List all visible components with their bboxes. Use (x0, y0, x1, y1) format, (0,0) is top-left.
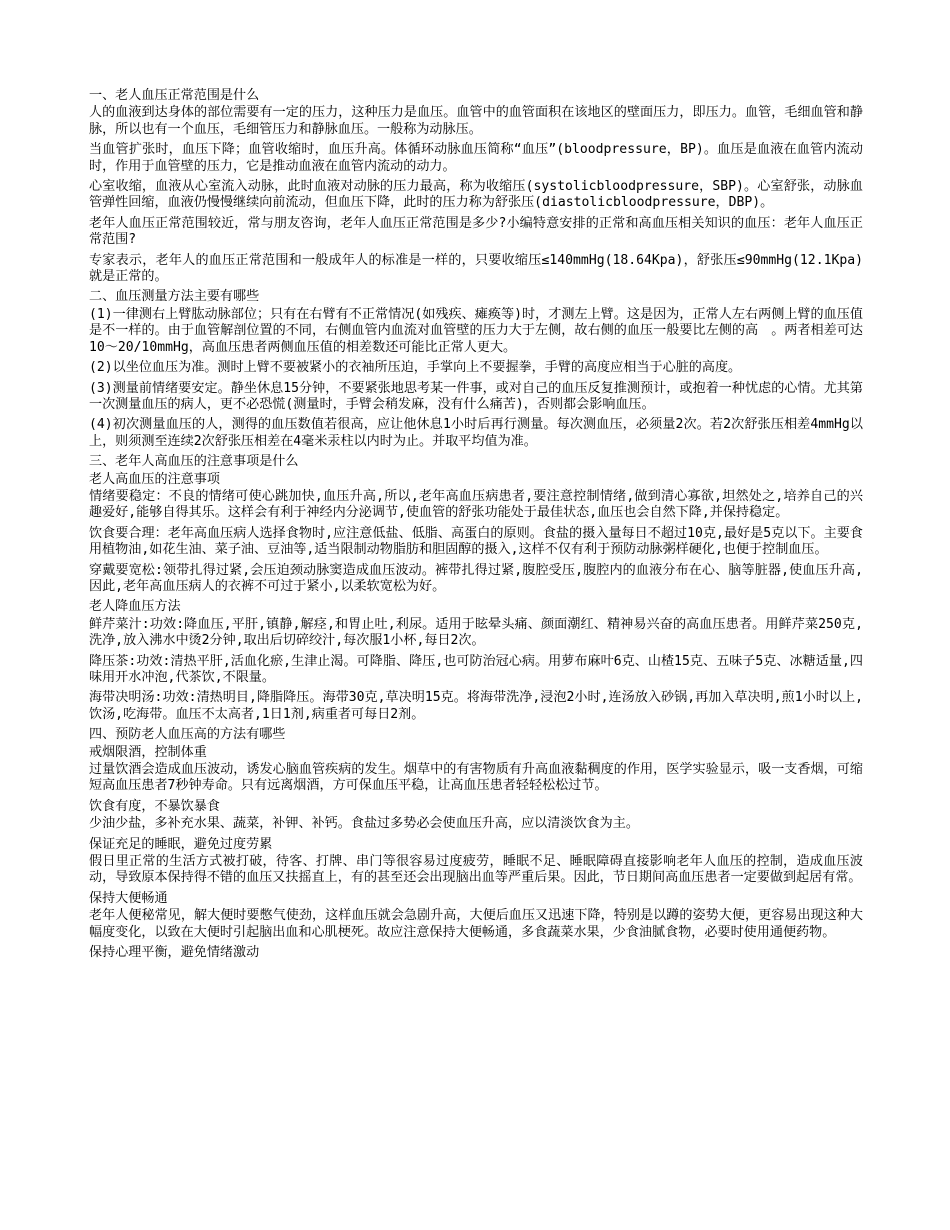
body-paragraph: 饮食要合理：老年高血压病人选择食物时,应注意低盐、低脂、高蛋白的原则。食盐的摄入量每日不超过10克,最好是5克以下。主要食用植物油,如花生油、菜子油、豆油等,适当限制动物脂肪和胆固醇的摄入,这样不仅有利于预防动脉粥样硬化,也便于控制血压。 (89, 525, 863, 558)
subsection-heading: 饮食有度，不暴饮暴食 (89, 798, 220, 814)
body-paragraph: (2)以坐位血压为准。测时上臂不要被紧小的衣袖所压迫，手掌向上不要握拳，手臂的高度应相当于心脏的高度。 (89, 360, 742, 376)
body-paragraph: 专家表示，老年人的血压正常范围和一般成年人的标准是一样的，只要收缩压≤140mmHg(18.64Kpa)，舒张压≤90mmHg(12.1Kpa)就是正常的。 (89, 252, 863, 285)
subsection-heading: 保证充足的睡眠，避免过度劳累 (89, 836, 273, 852)
subsection-heading: 老人高血压的注意事项 (89, 471, 220, 487)
body-paragraph: (4)初次测量血压的人，测得的血压数值若很高，应让他休息1小时后再行测量。每次测血压，必须量2次。若2次舒张压相差4mmHg以上，则须测至连续2次舒张压相差在4毫米汞柱以内时为止。并取平均值为准。 (89, 417, 863, 449)
subsection-heading: 保持心理平衡，避免情绪激动 (89, 945, 260, 961)
document-page (89, 88, 863, 963)
section-heading: 四、预防老人血压高的方法有哪些 (89, 727, 286, 743)
body-paragraph: 海带决明汤:功效:清热明目,降脂降压。海带30克,草决明15克。将海带洗净,浸泡2小时,连汤放入砂锅,再加入草决明,煎1小时以上,饮汤,吃海带。血压不太高者,1日1剂,病重者可每日2剂。 (89, 690, 863, 722)
section-heading: 三、老年人高血压的注意事项是什么 (89, 454, 299, 470)
body-paragraph: (3)测量前情绪要安定。静坐休息15分钟，不要紧张地思考某一件事，或对自己的血压反复推测预计，或抱着一种忧虑的心情。尤其第一次测量血压的病人，更不必恐慌(测量时，手臂会稍发麻，没有什么痛苦)，否则都会影响血压。 (89, 380, 863, 412)
body-paragraph: 情绪要稳定：不良的情绪可使心跳加快,血压升高,所以,老年高血压病患者,要注意控制情绪,做到清心寡欲,坦然处之,培养自己的兴趣爱好,能够自得其乐。这样会有利于神经内分泌调节,使血管的舒张功能处于最佳状态,血压也会自然下降,并保持稳定。 (89, 488, 863, 521)
body-paragraph: 当血管扩张时，血压下降；血管收缩时，血压升高。体循环动脉血压简称“血压”(bloodpressure，BP)。血压是血液在血管内流动时，作用于血管壁的压力，它是推动血液在血管内流动的动力。 (89, 142, 863, 174)
body-paragraph: (1)一律测右上臂肱动脉部位；只有在右臂有不正常情况(如残疾、瘫痪等)时，才测左上臂。这是因为，正常人左右两侧上臂的血压值是不一样的。由于血管解剖位置的不同，右侧血管内血流对血管壁的压力大于左侧，故右侧的血压一般要比左侧的高 。两者相差可达10～20/10mmHg，高血压患者两侧血压值的相差数还可能比正常人更大。 (89, 306, 863, 355)
subsection-heading: 保持大便畅通 (89, 890, 168, 906)
section-heading: 一、老人血压正常范围是什么 (89, 88, 260, 103)
body-paragraph: 鲜芹菜汁:功效:降血压,平肝,镇静,解痉,和胃止吐,利尿。适用于眩晕头痛、颜面潮红、精神易兴奋的高血压患者。用鲜芹菜250克,洗净,放入沸水中烫2分钟,取出后切碎绞汁,每次服1小杯,每日2次。 (89, 616, 863, 649)
body-paragraph: 过量饮酒会造成血压波动，诱发心脑血管疾病的发生。烟草中的有害物质有升高血液黏稠度的作用，医学实验显示，吸一支香烟，可缩短高血压患者7秒钟寿命。只有远离烟酒，方可保血压平稳，让高血压患者轻轻松松过节。 (89, 762, 863, 794)
body-paragraph: 降压茶:功效:清热平肝,活血化瘀,生津止渴。可降脂、降压,也可防治冠心病。用萝布麻叶6克、山楂15克、五味子5克、冰糖适量,四味用开水冲泡,代茶饮,不限量。 (89, 653, 863, 685)
body-paragraph: 老年人便秘常见，解大便时要憋气使劲，这样血压就会急剧升高，大便后血压又迅速下降，特别是以蹲的姿势大便，更容易出现这种大幅度变化，以致在大便时引起脑出血和心肌梗死。故应注意保持大便畅通，多食蔬菜水果，少食油腻食物，必要时使用通便药物。 (89, 908, 863, 940)
body-paragraph: 人的血液到达身体的部位需要有一定的压力，这种压力是血压。血管中的血管面积在该地区的壁面压力，即压力。血管，毛细血管和静脉，所以也有一个血压，毛细管压力和静脉血压。一般称为动脉压。 (89, 105, 863, 137)
subsection-heading: 戒烟限酒，控制体重 (89, 744, 207, 760)
body-paragraph: 假日里正常的生活方式被打破，待客、打牌、串门等很容易过度疲劳，睡眠不足、睡眠障碍直接影响老年人血压的控制，造成血压波动，导致原本保持得不错的血压又扶摇直上，有的甚至还会出现脑出血等严重后果。因此，节日期间高血压患者一定要做到起居有常。 (89, 854, 863, 886)
body-paragraph: 少油少盐，多补充水果、蔬菜，补钾、补钙。食盐过多势必会使血压升高，应以清淡饮食为主。 (89, 816, 639, 832)
body-paragraph: 心室收缩，血液从心室流入动脉，此时血液对动脉的压力最高，称为收缩压(systolicbloodpressure，SBP)。心室舒张，动脉血管弹性回缩，血液仍慢慢继续向前流动，但血压下降，此时的压力称为舒张压(diastolicbloodpressure，DBP)。 (89, 179, 863, 211)
body-paragraph: 穿戴要宽松:领带扎得过紧,会压迫颈动脉窦造成血压波动。裤带扎得过紧,腹腔受压,腹腔内的血液分布在心、脑等脏器,使血压升高,因此,老年高血压病人的衣裤不可过于紧小,以柔软宽松为好。 (89, 562, 863, 594)
subsection-heading: 老人降血压方法 (89, 599, 181, 615)
section-heading: 二、血压测量方法主要有哪些 (89, 289, 260, 305)
body-paragraph: 老年人血压正常范围较近，常与朋友咨询，老年人血压正常范围是多少?小编特意安排的正常和高血压相关知识的血压：老年人血压正常范围? (89, 215, 863, 248)
